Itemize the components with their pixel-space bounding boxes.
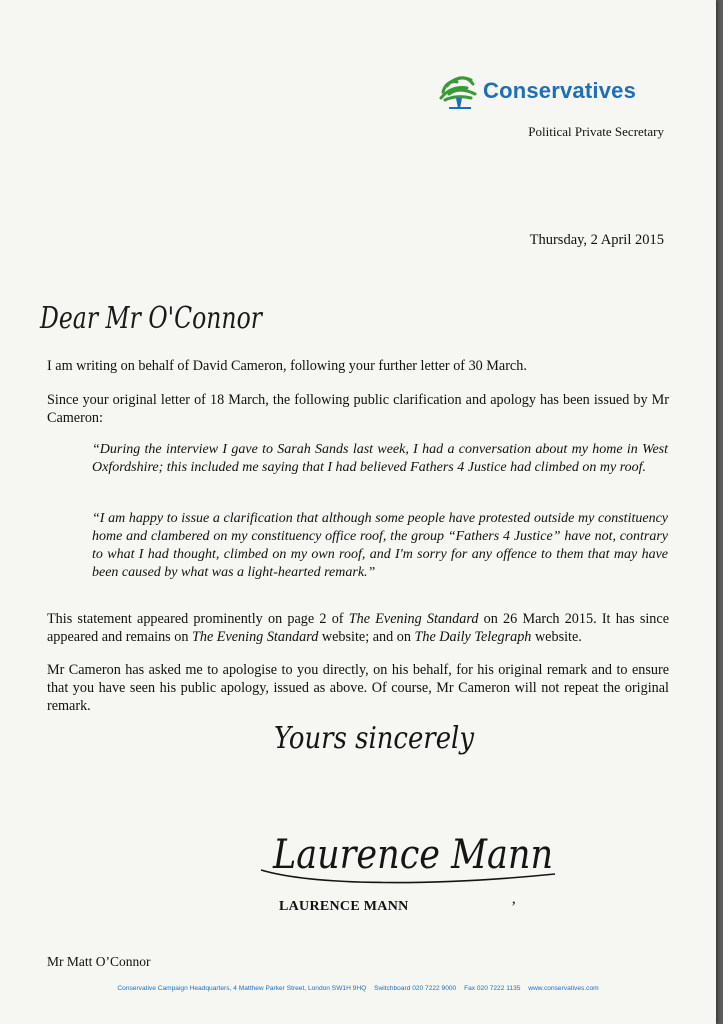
logo-wordmark: Conservatives bbox=[483, 78, 637, 103]
tree-logo-icon bbox=[437, 70, 481, 110]
handwritten-signature bbox=[255, 790, 585, 900]
footer-website: www.conservatives.com bbox=[528, 985, 599, 992]
para3-italic-2: The Evening Standard bbox=[191, 629, 319, 645]
handwritten-salutation bbox=[38, 286, 268, 346]
closing-text: Yours sincerely bbox=[274, 721, 475, 756]
pen-mark: ’ bbox=[511, 899, 517, 916]
conservatives-logo bbox=[437, 70, 667, 114]
letter-date: Thursday, 2 April 2015 bbox=[529, 232, 664, 248]
signer-name: LAURENCE MANN bbox=[279, 899, 409, 914]
salutation-text: Dear Mr O'Connor bbox=[39, 301, 264, 336]
quote-second: “I am happy to issue a clarification that although some people have protested outside my constituency home and clambered on my constituency office roof, the group “Fathers 4 Justice” have not, contrary to what I had thought, climbed on my own roof, and I'm sorry for any offence to them that may have been caused by what was a light-hearted remark.” bbox=[92, 511, 668, 580]
signature-text: Laurence Mann bbox=[272, 832, 553, 878]
paragraph-clarification: Since your original letter of 18 March, the following public clarification and apology has been issued by Mr Cameron: bbox=[47, 392, 669, 426]
para3-text-1: This statement appeared prominently on page 2 of bbox=[47, 611, 349, 627]
para3-text-4: website. bbox=[531, 629, 582, 645]
para3-text-3: website; and on bbox=[318, 629, 415, 645]
paragraph-apology: Mr Cameron has asked me to apologise to you directly, on his behalf, for his original remark and to ensure that you have seen his public apology, issued as above. Of course, Mr Cameron will not repeat the original remark. bbox=[47, 662, 669, 714]
quote-first: “During the interview I gave to Sarah Sands last week, I had a conversation about my home in West Oxfordshire; this included me saying that I had believed Fathers 4 Justice had climbed on my roof. bbox=[92, 442, 668, 475]
letterhead-footer bbox=[0, 985, 716, 992]
paragraph-statement bbox=[47, 610, 669, 646]
footer-fax: Fax 020 7222 1135 bbox=[464, 985, 521, 992]
para3-text-2: on 26 March 2015. It has since appeared and remains on bbox=[47, 611, 669, 645]
para3-italic-1: The Evening Standard bbox=[348, 611, 479, 627]
paragraph-intro: I am writing on behalf of David Cameron, following your further letter of 30 March. bbox=[47, 358, 527, 374]
footer-address: Conservative Campaign Headquarters, 4 Matthew Parker Street, London SW1H 9HQ bbox=[117, 985, 367, 992]
para3-italic-3: The Daily Telegraph bbox=[414, 629, 532, 645]
department-line: Political Private Secretary bbox=[528, 124, 664, 139]
footer-switchboard: Switchboard 020 7222 9000 bbox=[374, 985, 457, 992]
addressee: Mr Matt O’Connor bbox=[47, 954, 151, 969]
handwritten-closing bbox=[270, 696, 490, 776]
